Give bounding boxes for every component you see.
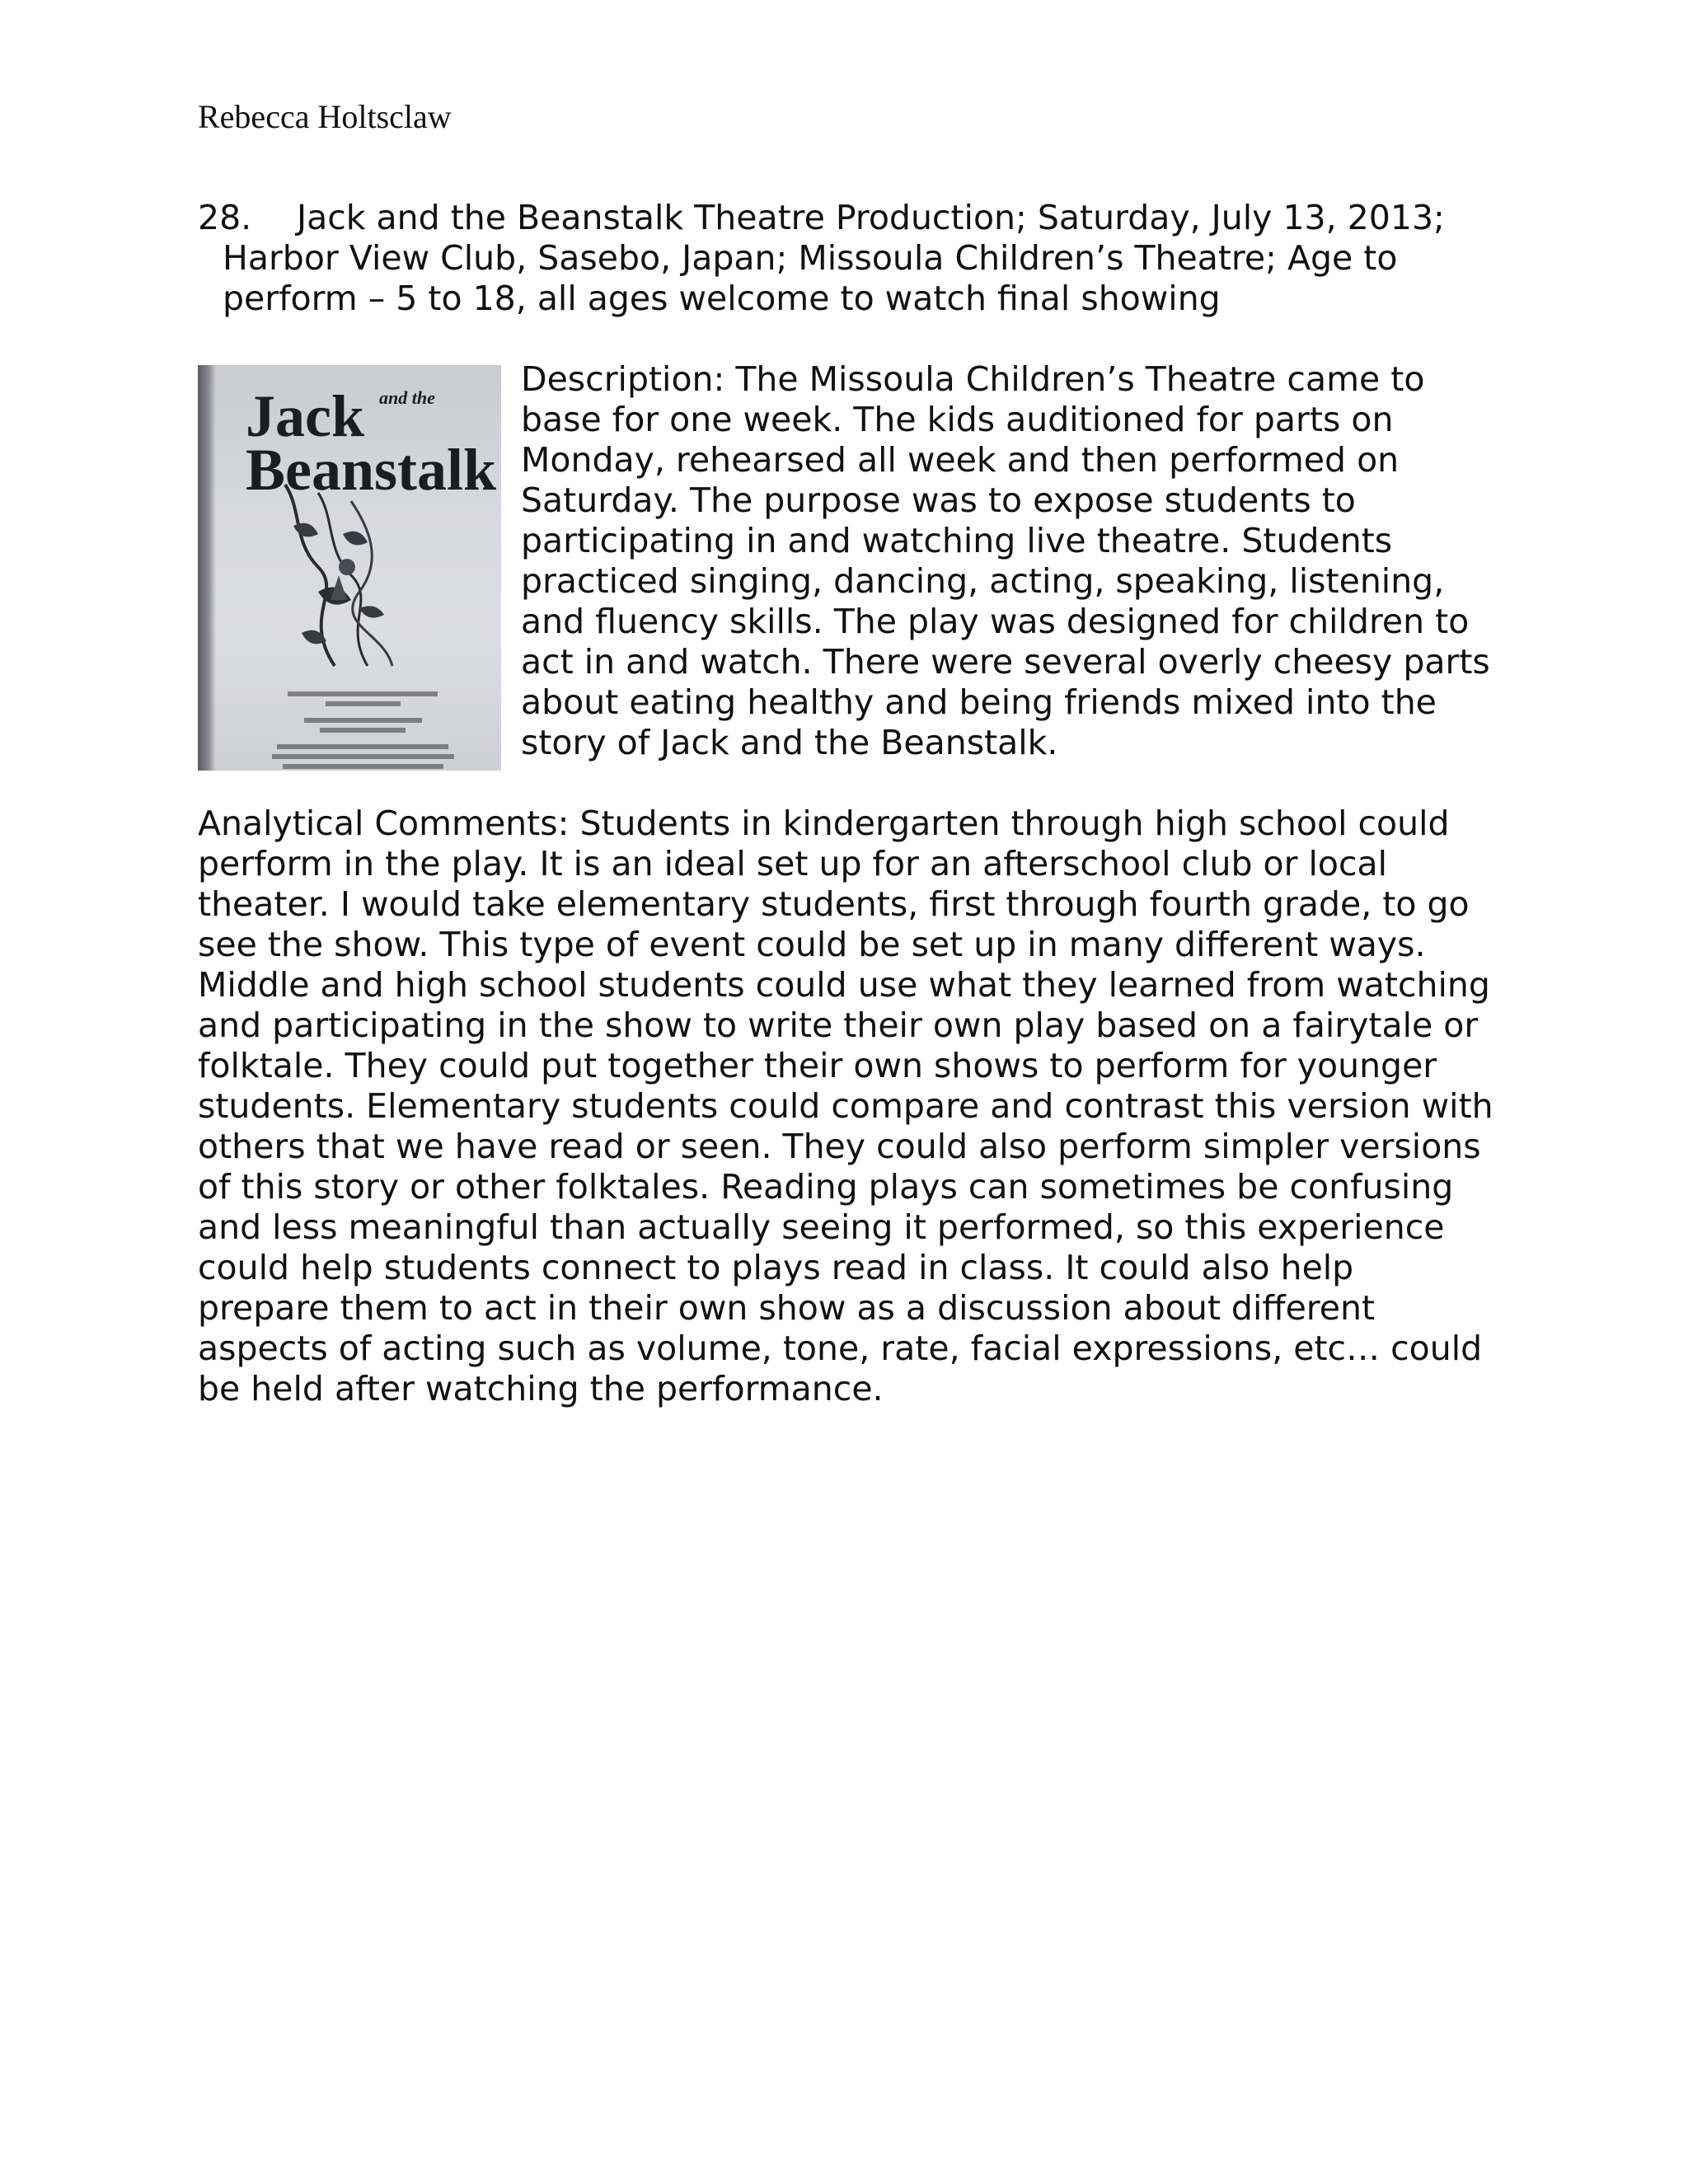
entry-title-line3: perform – 5 to 18, all ages welcome to watch final showing xyxy=(223,279,1221,318)
poster-photo xyxy=(198,365,501,771)
author-name: Rebecca Holtsclaw xyxy=(198,98,452,135)
entry-title-line1: Jack and the Beanstalk Theatre Production; Saturday, July 13, 2013; xyxy=(297,198,1445,237)
beanstalk-illustration-icon xyxy=(269,476,409,674)
entry-heading-line1 xyxy=(198,198,1484,238)
description-paragraph: Description: The Missoula Children’s Theatre came to base for one week. The kids auditioned for parts on Monday, rehearsed all week and then performed on Saturday. The purpose was to expose students to participating in and watching live theatre. Students practiced singing, dancing, acting, speaking, listening, and fluency skills. The play was designed for children to act in and watch. There were several overly cheesy parts about eating healthy and being friends mixed into the story of Jack and the Beanstalk. xyxy=(521,359,1490,762)
poster-title-jack: Jack xyxy=(246,383,364,449)
poster-credits-blur xyxy=(256,687,470,771)
analytical-comments-paragraph: Analytical Comments: Students in kindergarten through high school could perform in the play. It is an ideal set up for an afterschool club or local theater. I would take elementary students, first through fourth grade, to go see the show. This type of event could be set up in many different ways. Middle and high school students could use what they learned from watching and participating in the show to write their own play based on a fairytale or folktale. They could put together their own shows to perform for younger students. Elementary students could compare and contrast this version with others that we have read or seen. They could also perform simpler versions of this story or other folktales. Reading plays can sometimes be confusing and less meaningful than actually seeing it performed, so this experience could help students connect to plays read in class. It could also help prepare them to act in their own show as a discussion about different aspects of acting such as volume, tone, rate, facial expressions, etc… could be held after watching the performance. xyxy=(198,804,1493,1408)
poster-title-and-the: and the xyxy=(379,387,435,408)
poster-edge-shadow xyxy=(198,365,216,771)
poster-title-beanstalk: Beanstalk xyxy=(246,436,497,503)
entry-heading xyxy=(198,198,1484,319)
entry-title-line2: Harbor View Club, Sasebo, Japan; Missoula Children’s Theatre; Age to xyxy=(223,238,1398,278)
entry-number: 28. xyxy=(198,198,252,237)
